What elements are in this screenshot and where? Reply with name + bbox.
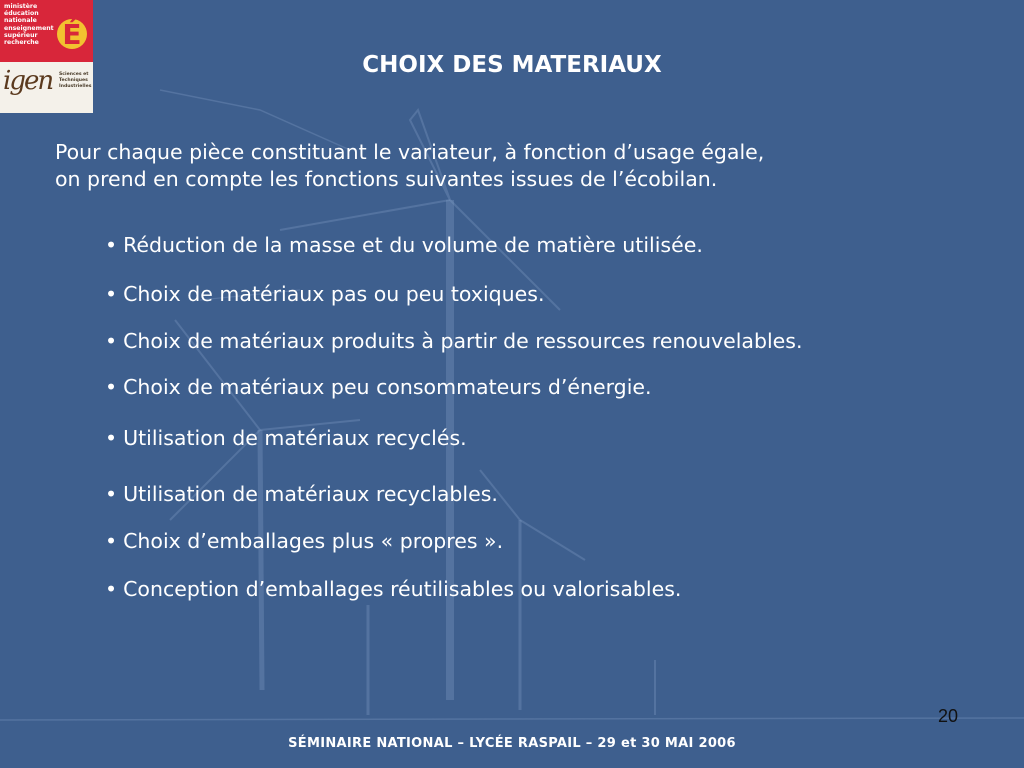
bullet-item xyxy=(105,577,1005,601)
bullet-text: Choix de matériaux pas ou peu toxiques. xyxy=(123,282,545,306)
ministry-line: supérieur xyxy=(4,31,38,39)
ministry-line: enseignement xyxy=(4,24,54,32)
ministry-line: éducation xyxy=(4,10,39,18)
bullet-item xyxy=(105,482,1005,506)
bullet-text: Utilisation de matériaux recyclés. xyxy=(123,426,467,450)
intro-paragraph xyxy=(55,139,985,193)
bullet-item xyxy=(105,426,1005,450)
bullet-item xyxy=(105,233,1005,257)
bullet-text: Choix d’emballages plus « propres ». xyxy=(123,529,504,553)
bullet-dot: • xyxy=(105,529,118,553)
emblem-letter: É xyxy=(62,18,82,51)
bullet-dot: • xyxy=(105,577,118,601)
bullet-dot: • xyxy=(105,426,118,450)
bullet-dot: • xyxy=(105,329,118,353)
bullet-item xyxy=(105,282,1005,306)
igen-mark: igen xyxy=(3,66,53,96)
ministry-text xyxy=(4,3,58,46)
bullet-item xyxy=(105,329,1005,353)
ministry-line: nationale xyxy=(4,17,37,25)
intro-line: Pour chaque pièce constituant le variateur, à fonction d’usage égale, xyxy=(55,140,765,164)
igen-line: Sciences et xyxy=(59,72,89,77)
bullet-text: Choix de matériaux produits à partir de ressources renouvelables. xyxy=(123,329,803,353)
ministry-line: ministère xyxy=(4,3,38,10)
bullet-item xyxy=(105,375,1005,399)
page-number: 20 xyxy=(938,706,959,726)
footer-text: SÉMINAIRE NATIONAL – LYCÉE RASPAIL – 29 et 30 MAI 2006 xyxy=(288,736,736,751)
bullet-dot: • xyxy=(105,482,118,506)
bullet-dot: • xyxy=(105,282,118,306)
bullet-text: Choix de matériaux peu consommateurs d’énergie. xyxy=(123,375,652,399)
e-accent-emblem-icon xyxy=(55,12,89,52)
bullet-text: Réduction de la masse et du volume de matière utilisée. xyxy=(123,233,703,257)
slide-title: CHOIX DES MATERIAUX xyxy=(362,52,662,78)
bullet-dot: • xyxy=(105,375,118,399)
igen-line: Techniques xyxy=(59,78,88,83)
bullet-item xyxy=(105,529,1005,553)
igen-line: Industrielles xyxy=(59,84,92,89)
intro-line: on prend en compte les fonctions suivantes issues de l’écobilan. xyxy=(55,167,718,191)
bullet-text: Utilisation de matériaux recyclables. xyxy=(123,482,498,506)
bullet-text: Conception d’emballages réutilisables ou valorisables. xyxy=(123,577,682,601)
ministry-line: recherche xyxy=(4,39,39,47)
bullet-dot: • xyxy=(105,233,118,257)
